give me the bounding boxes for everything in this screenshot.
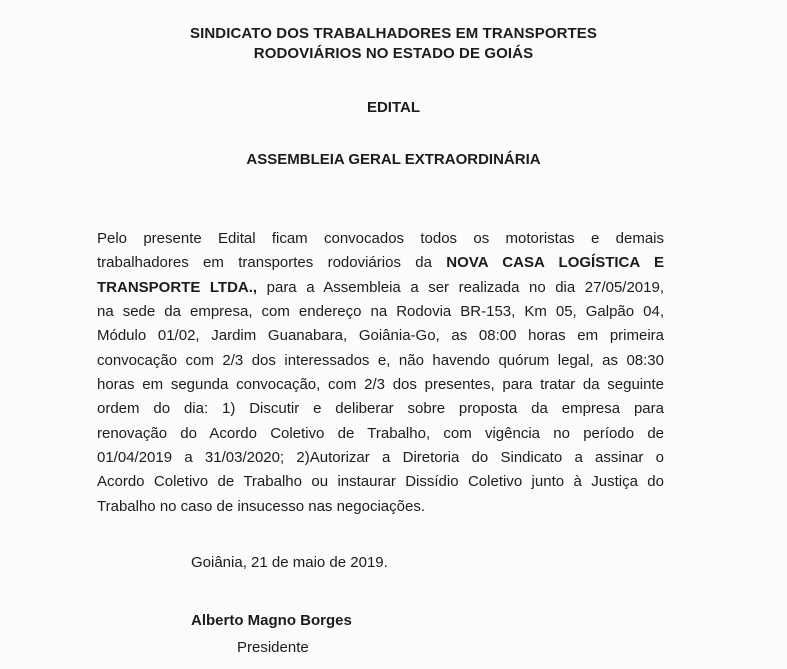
edital-title: EDITAL — [366, 99, 421, 116]
signer-name: Alberto Magno Borges — [191, 612, 352, 629]
body-line-12: Trabalho no caso de insucesso nas negociações. — [97, 497, 425, 515]
body-line-9: renovação do Acordo Coletivo de Trabalho, com vigência no período de — [97, 424, 664, 442]
body-line-2-text: trabalhadores em transportes rodoviários da — [97, 254, 447, 272]
company-name-part-2: TRANSPORTE LTDA., — [97, 278, 258, 296]
notice-body — [97, 227, 664, 519]
signer-role: Presidente — [237, 639, 309, 656]
body-line-7: horas em segunda convocação, com 2/3 dos presentes, para tratar da seguinte — [97, 376, 664, 394]
assembly-title: ASSEMBLEIA GERAL EXTRAORDINÁRIA — [246, 151, 541, 168]
body-line-1: Pelo presente Edital ficam convocados todos os motoristas e demais — [97, 230, 664, 247]
body-line-4: na sede da empresa, com endereço na Rodovia BR-153, Km 05, Galpão 04, — [97, 303, 664, 321]
body-line-5: Módulo 01/02, Jardim Guanabara, Goiânia-Go, as 08:00 horas em primeira — [97, 327, 664, 345]
body-line-6: convocação com 2/3 dos interessados e, não havendo quórum legal, as 08:30 — [97, 351, 664, 369]
body-line-3-text: para a Assembleia a ser realizada no dia 27/05/2019, — [257, 278, 664, 296]
header-line-2: RODOVIÁRIOS NO ESTADO DE GOIÁS — [253, 45, 534, 62]
body-line-2 — [97, 251, 664, 275]
body-line-8: ordem do dia: 1) Discutir e deliberar sobre proposta da empresa para — [97, 400, 664, 418]
date-line: Goiânia, 21 de maio de 2019. — [191, 554, 388, 571]
company-name-part-1: NOVA CASA LOGÍSTICA E — [446, 254, 665, 272]
body-line-3 — [97, 276, 664, 300]
union-header — [0, 24, 787, 64]
header-line-1: SINDICATO DOS TRABALHADORES EM TRANSPORTES — [190, 25, 597, 42]
body-line-10: 01/04/2019 a 31/03/2020; 2)Autorizar a Diretoria do Sindicato a assinar o — [97, 449, 664, 467]
body-line-11: Acordo Coletivo de Trabalho ou instaurar Dissídio Coletivo junto à Justiça do — [97, 473, 664, 491]
